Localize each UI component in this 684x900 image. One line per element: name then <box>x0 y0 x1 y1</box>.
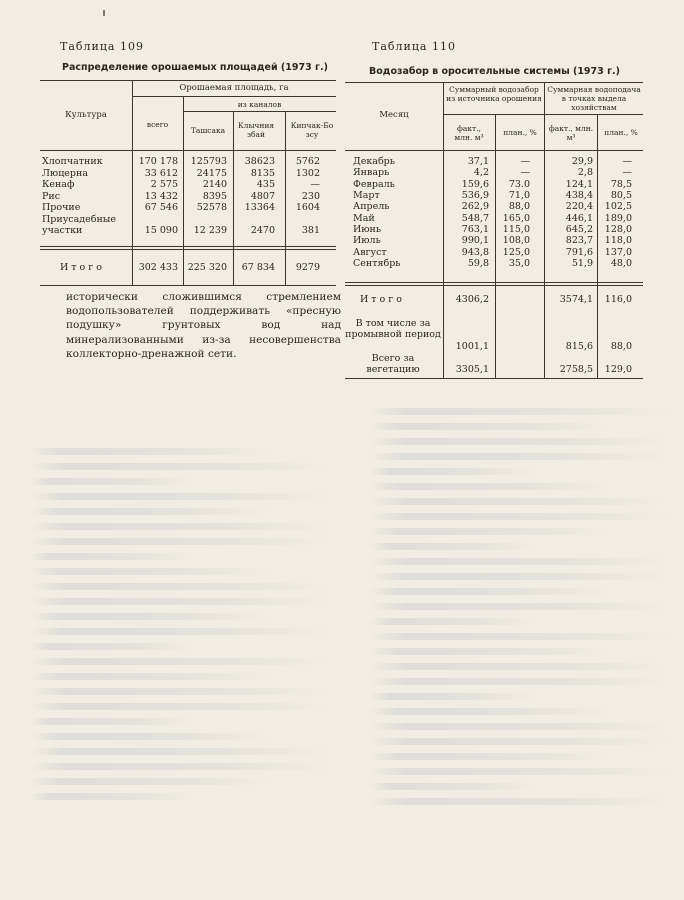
crop-name: Рис <box>42 190 61 202</box>
canal-3-value: 230 <box>301 190 320 202</box>
canal-1-value: 125793 <box>190 156 227 167</box>
supply-plan: 118,0 <box>604 235 632 247</box>
bleed-through-texture <box>30 400 670 870</box>
supply-plan: — <box>622 156 632 167</box>
crop-name: Хлопчатник <box>42 156 103 167</box>
canal-1-value: 52578 <box>196 202 227 213</box>
intake-plan: — <box>520 167 530 179</box>
total-value: 33 612 <box>144 167 178 179</box>
canal-1-value: 2140 <box>202 179 227 190</box>
summary-label: Итого <box>360 294 405 305</box>
supply-plan: 48,0 <box>610 258 632 270</box>
intake-fact: 548,7 <box>461 212 489 224</box>
supply-fact: 645,2 <box>565 224 593 236</box>
intake-fact: 4306,2 <box>455 294 489 305</box>
supply-plan: 128,0 <box>604 224 632 236</box>
supply-plan: 189,0 <box>604 212 632 224</box>
header-from-canals: из каналов <box>237 100 282 109</box>
canal-1-value: 12 239 <box>193 225 227 236</box>
month-name: Февраль <box>353 178 395 190</box>
intake-fact: 1001,1 <box>455 341 489 352</box>
header-crop: Культура <box>65 110 107 120</box>
table-110-label: Таблица 110 <box>372 40 456 53</box>
supply-fact: 2,8 <box>577 167 593 179</box>
canal-3-value: 381 <box>301 225 320 236</box>
month-name: Апрель <box>353 201 390 213</box>
paragraph-text: исторически сложившимся стремлением водопользователей поддерживать «пресную подушку» грунтовых вод над минерализованными из-за несовершенства коллекторно-дренажной сети. <box>66 291 341 360</box>
table-rule <box>345 285 643 286</box>
total-label: Итого <box>60 262 105 273</box>
supply-plan: 78,5 <box>610 178 632 190</box>
header-plan: план., % <box>604 128 638 137</box>
supply-fact: 220,4 <box>565 201 593 213</box>
supply-fact: 3574,1 <box>559 294 593 305</box>
supply-fact: 823,7 <box>565 235 593 247</box>
summary-label: Всего за вегетацию <box>366 353 420 375</box>
table-rule <box>443 82 444 378</box>
body-paragraph <box>66 290 341 361</box>
intake-fact: 943,8 <box>461 246 489 258</box>
intake-fact: 990,1 <box>461 235 489 247</box>
intake-fact: 59,8 <box>467 258 489 270</box>
intake-fact: 3305,1 <box>455 364 489 375</box>
supply-plan: 80,5 <box>610 190 632 202</box>
intake-plan: 115,0 <box>502 224 530 236</box>
summary-label: В том числе за промывной период <box>345 318 441 340</box>
header-fact: факт., млн. м³ <box>454 124 484 142</box>
canal-1-value: 24175 <box>196 167 227 179</box>
canal-3-value: 1604 <box>295 202 320 213</box>
canal-2-value: 8135 <box>250 167 275 179</box>
canal-1-value: 8395 <box>202 190 227 202</box>
supply-plan: 116,0 <box>604 294 632 305</box>
table-rule <box>345 378 643 379</box>
table-rule <box>345 282 643 283</box>
table-rule <box>183 96 184 285</box>
intake-fact: 37,1 <box>467 156 489 167</box>
supply-fact: 815,6 <box>565 341 593 352</box>
total-value: 302 433 <box>138 262 178 273</box>
supply-plan: 137,0 <box>604 246 632 258</box>
canal-2-value: 435 <box>256 179 275 190</box>
month-name: Июнь <box>353 224 382 236</box>
month-name: Декабрь <box>353 156 395 167</box>
intake-plan: 73.0 <box>508 178 530 190</box>
table-109-title: Распределение орошаемых площадей (1973 г.) <box>62 62 328 73</box>
table-rule <box>285 111 286 285</box>
intake-plan: 165,0 <box>502 212 530 224</box>
canal-2-value: 13364 <box>244 202 275 213</box>
header-fact: факт., млн. м³ <box>548 124 594 142</box>
header-canal-3: Кипчак-Бозсу <box>290 121 334 139</box>
table-109-label: Таблица 109 <box>60 40 144 53</box>
month-name: Март <box>353 190 380 202</box>
header-canal-2: Клычниязбай <box>237 121 275 139</box>
crop-name: Прочие <box>42 202 81 213</box>
print-mark <box>103 10 105 16</box>
table-rule <box>40 285 336 286</box>
header-total: всего <box>146 120 169 129</box>
supply-fact: 124,1 <box>565 178 593 190</box>
table-rule <box>345 82 643 83</box>
canal-2-value: 4807 <box>250 190 275 202</box>
table-rule <box>233 111 234 285</box>
intake-plan: — <box>520 156 530 167</box>
supply-fact: 446,1 <box>565 212 593 224</box>
canal-1-value: 225 320 <box>187 262 227 273</box>
total-value: 15 090 <box>144 225 178 236</box>
canal-2-value: 38623 <box>244 156 275 167</box>
intake-plan: 88,0 <box>508 201 530 213</box>
supply-fact: 438,4 <box>565 190 593 202</box>
page-number-ghost <box>310 848 313 858</box>
canal-3-value: 1302 <box>295 167 320 179</box>
intake-plan: 71,0 <box>508 190 530 202</box>
intake-fact: 536,9 <box>461 190 489 202</box>
table-rule <box>183 111 336 112</box>
table-rule <box>40 246 336 247</box>
month-name: Август <box>353 246 387 258</box>
crop-name: Кенаф <box>42 179 75 190</box>
supply-plan: 129,0 <box>604 364 632 375</box>
canal-3-value: — <box>310 179 320 190</box>
supply-plan: 102,5 <box>604 201 632 213</box>
canal-2-value: 67 834 <box>241 262 275 273</box>
table-rule <box>40 249 336 250</box>
month-name: Июль <box>353 235 381 247</box>
header-intake: Суммарный водозабор из источника орошения <box>446 85 542 103</box>
month-name: Май <box>353 212 375 224</box>
intake-fact: 4,2 <box>473 167 489 179</box>
month-name: Сентябрь <box>353 258 401 270</box>
total-value: 67 546 <box>144 202 178 213</box>
intake-plan: 108,0 <box>502 235 530 247</box>
supply-plan: — <box>622 167 632 179</box>
total-value: 2 575 <box>150 179 178 190</box>
intake-fact: 159,6 <box>461 178 489 190</box>
table-rule <box>132 96 336 97</box>
supply-fact: 51,9 <box>571 258 593 270</box>
canal-3-value: 5762 <box>295 156 320 167</box>
crop-name: Люцерна <box>42 167 89 179</box>
intake-fact: 262,9 <box>461 201 489 213</box>
table-rule <box>495 114 496 378</box>
table-110-title: Водозабор в оросительные системы (1973 г.) <box>369 66 620 77</box>
total-value: 13 432 <box>144 190 178 202</box>
header-supply: Суммарная водоподача в точках выдела хозяйствам <box>547 85 641 112</box>
intake-plan: 125,0 <box>502 246 530 258</box>
month-name: Январь <box>353 167 390 179</box>
header-plan: план., % <box>503 128 537 137</box>
supply-fact: 29,9 <box>571 156 593 167</box>
table-rule <box>544 82 545 378</box>
intake-plan: 35,0 <box>508 258 530 270</box>
supply-plan: 88,0 <box>610 341 632 352</box>
canal-2-value: 2470 <box>250 225 275 236</box>
total-value: 170 178 <box>138 156 178 167</box>
table-rule <box>40 150 336 151</box>
header-canal-1: Ташсака <box>190 126 226 135</box>
table-rule <box>597 114 598 378</box>
intake-fact: 763,1 <box>461 224 489 236</box>
table-rule <box>443 114 643 115</box>
table-rule <box>345 150 643 151</box>
header-irrigated-area: Орошаемая площадь, га <box>179 83 289 93</box>
supply-fact: 2758,5 <box>559 364 593 375</box>
canal-3-value: 9279 <box>295 262 320 273</box>
header-month: Месяц <box>379 110 409 120</box>
crop-name: Приусадебные участки <box>42 213 116 237</box>
supply-fact: 791,6 <box>565 246 593 258</box>
table-rule <box>40 80 336 81</box>
table-rule <box>132 80 133 285</box>
